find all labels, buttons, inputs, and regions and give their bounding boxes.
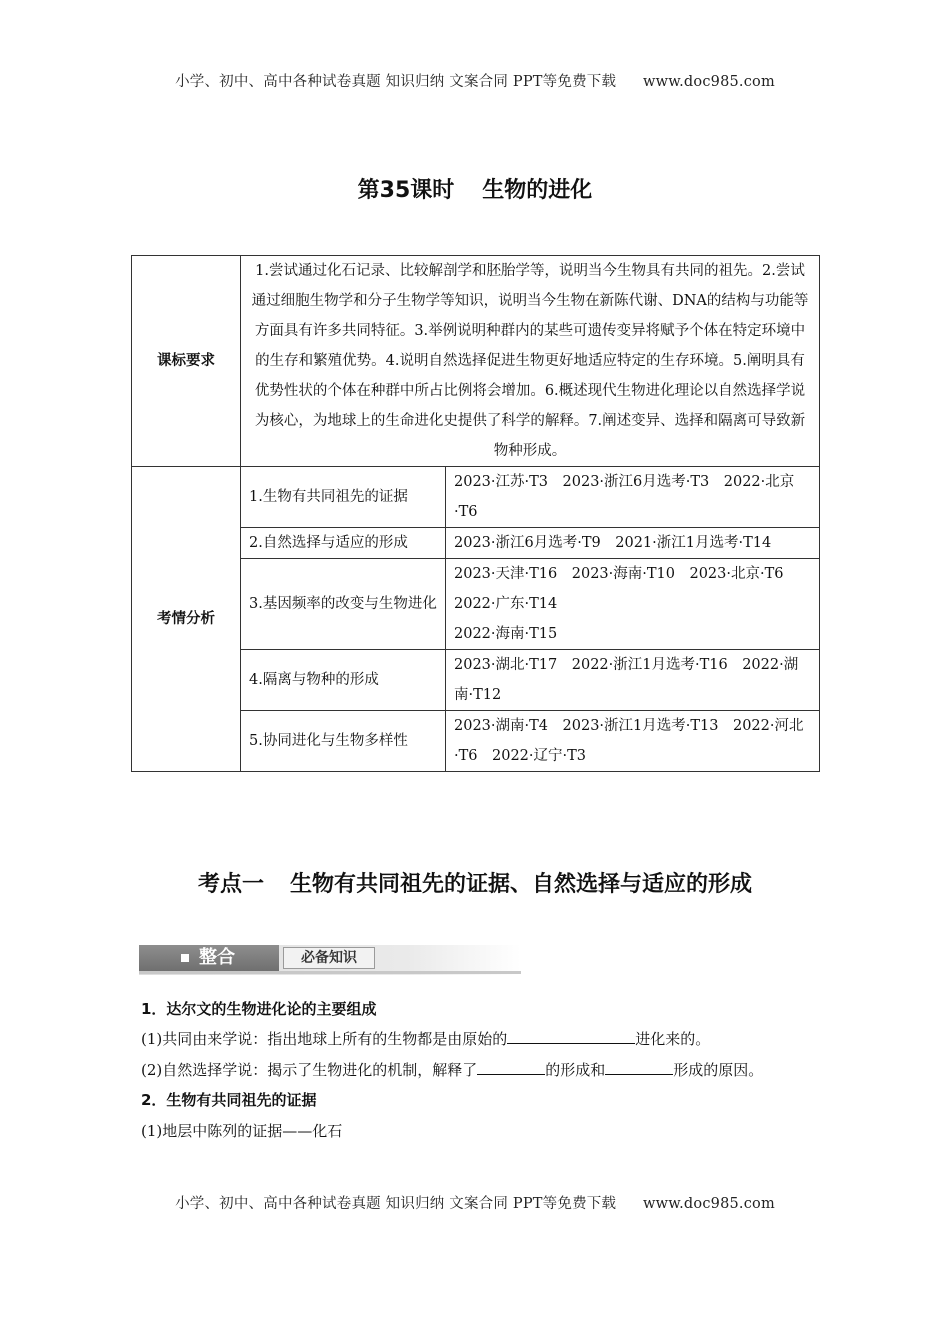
- section-banner: [139, 945, 521, 975]
- topic-cell: 5.协同进化与生物多样性: [241, 711, 446, 772]
- paragraph-text: (2)自然选择学说：揭示了生物进化的机制，解释了: [141, 1061, 478, 1079]
- topic-cell: 2.自然选择与适应的形成: [241, 528, 446, 559]
- exam-cell: 2023·湖南·T4 2023·浙江1月选考·T13 2022·河北·T6 2022·辽宁·T3: [446, 711, 820, 772]
- banner-sub-label: 必备知识: [283, 947, 375, 969]
- analysis-row: [132, 467, 820, 528]
- section-title: 生物有共同祖先的证据、自然选择与适应的形成: [290, 872, 753, 897]
- page-header: [0, 70, 950, 91]
- paragraph-natural-selection: [141, 1059, 763, 1080]
- exam-line: 2022·广东·T14: [454, 596, 558, 612]
- header-text: 小学、初中、高中各种试卷真题 知识归纳 文案合同 PPT等免费下载: [175, 74, 617, 90]
- paragraph-common-descent: [141, 1028, 710, 1049]
- fill-blank[interactable]: [507, 1028, 635, 1044]
- exam-cell: [446, 559, 820, 650]
- analysis-label: 考情分析: [132, 467, 241, 772]
- topic-cell: 4.隔离与物种的形成: [241, 650, 446, 711]
- footer-text: 小学、初中、高中各种试卷真题 知识归纳 文案合同 PPT等免费下载: [175, 1196, 617, 1212]
- paragraph-text: (1)共同由来学说：指出地球上所有的生物都是由原始的: [141, 1030, 508, 1048]
- fill-blank[interactable]: [477, 1059, 545, 1075]
- paragraph-text: 形成的原因。: [673, 1061, 764, 1079]
- exam-line: 2022·海南·T15: [454, 626, 558, 642]
- lesson-number: 第35课时: [357, 178, 455, 203]
- curriculum-table: [131, 255, 820, 772]
- exam-cell: 2023·江苏·T3 2023·浙江6月选考·T3 2022·北京·T6: [446, 467, 820, 528]
- section-heading: [0, 867, 950, 898]
- requirement-text: 1.尝试通过化石记录、比较解剖学和胚胎学等，说明当今生物具有共同的祖先。2.尝试通过细胞生物学和分子生物学等知识，说明当今生物在新陈代谢、DNA的结构与功能等方面具有许多共同特征。3.举例说明种群内的某些可遗传变异将赋予个体在特定环境中的生存和繁殖优势。4.说明自然选择促进生物更好地适应特定的生存环境。5.阐明具有优势性状的个体在种群中所占比例将会增加。6.概述现代生物进化理论以自然选择学说为核心，为地球上的生命进化史提供了科学的解释。7.阐述变异、选择和隔离可导致新物种形成。: [241, 256, 820, 467]
- topic-cell: 3.基因频率的改变与生物进化: [241, 559, 446, 650]
- topic-cell: 1.生物有共同祖先的证据: [241, 467, 446, 528]
- section-number: 考点一: [197, 872, 264, 897]
- lesson-topic: 生物的进化: [482, 178, 593, 203]
- fill-blank[interactable]: [605, 1059, 673, 1075]
- page-title: [0, 173, 950, 204]
- content-heading-1: 1．达尔文的生物进化论的主要组成: [141, 1000, 377, 1018]
- footer-url[interactable]: www.doc985.com: [642, 1196, 775, 1212]
- exam-line: 2023·天津·T16 2023·海南·T10 2023·北京·T6: [454, 566, 784, 582]
- exam-cell: 2023·湖北·T17 2022·浙江1月选考·T16 2022·湖南·T12: [446, 650, 820, 711]
- exam-cell: 2023·浙江6月选考·T9 2021·浙江1月选考·T14: [446, 528, 820, 559]
- requirement-label: 课标要求: [132, 256, 241, 467]
- header-url[interactable]: www.doc985.com: [642, 74, 775, 90]
- requirement-row: [132, 256, 820, 467]
- paragraph-text: 的形成和: [545, 1061, 606, 1079]
- page-footer: [0, 1192, 950, 1213]
- content-heading-2: 2．生物有共同祖先的证据: [141, 1091, 317, 1109]
- paragraph-text: 进化来的。: [635, 1030, 711, 1048]
- banner-main-label: 整合: [199, 947, 235, 968]
- banner-underline: [139, 971, 521, 974]
- banner-main: [139, 945, 279, 971]
- square-bullet-icon: [181, 954, 189, 962]
- paragraph-fossil: (1)地层中陈列的证据——化石: [141, 1122, 343, 1140]
